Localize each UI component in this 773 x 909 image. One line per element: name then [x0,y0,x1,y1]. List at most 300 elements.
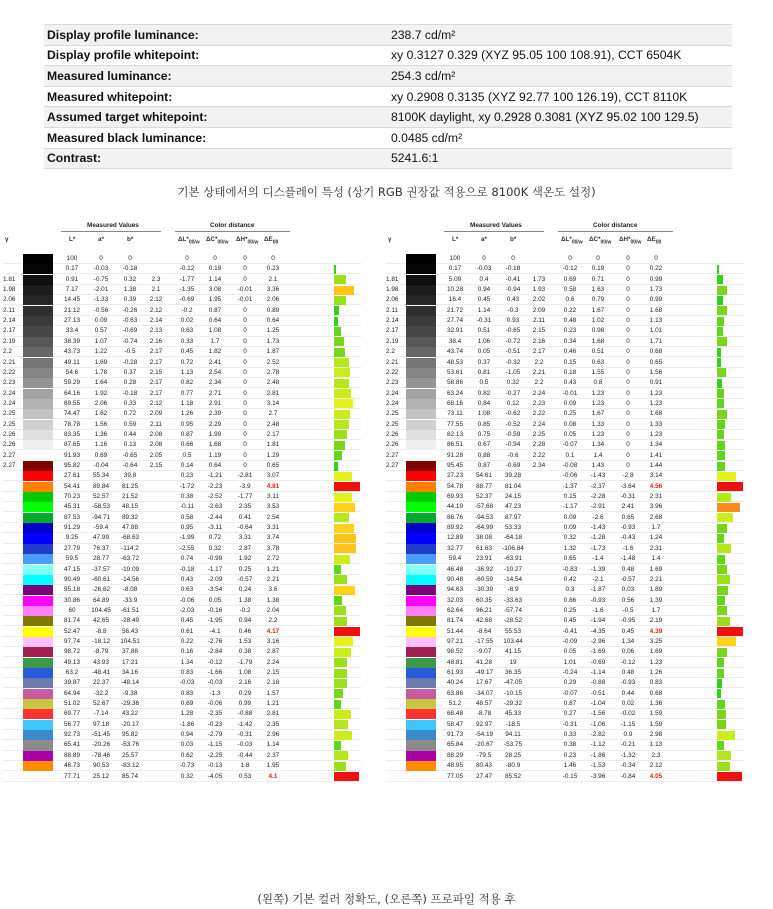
value-cell-dL: 0.23 [563,751,577,759]
value-cell-L: 56.77 [64,720,80,728]
value-cell-dH: 0 [626,275,630,283]
value-cell-L: 58.86 [447,379,463,387]
value-cell-a: -60.59 [474,575,494,583]
value-cell-L: 52.47 [64,627,80,635]
table-row [386,295,744,305]
col-header-sub: 00/w [247,239,259,246]
value-cell-a: 2.06 [94,399,108,407]
value-cell-dC: -2.23 [207,482,223,490]
value-cell-dH: 0.03 [621,586,635,594]
summary-value: 5241.6:1 [388,148,732,169]
value-cell-dH: 0 [626,348,630,356]
value-cell-L: 88.29 [447,751,463,759]
value-cell-b: 0.28 [123,379,137,387]
summary-row [44,148,732,169]
value-cell-b: -0.27 [505,389,521,397]
value-cell-g2: 2.12 [149,306,163,314]
delta-e-bar [334,534,356,543]
value-cell-g2: 2.17 [149,358,163,366]
color-swatch [23,492,53,502]
value-cell-dL: 0.43 [563,379,577,387]
col-header-dL [178,236,200,245]
value-cell-dH: -3.64 [620,482,636,490]
value-cell-dH: 0.25 [238,565,252,573]
value-cell-dL: 0.69 [180,700,194,708]
table-row [3,533,361,543]
delta-e-bar [334,741,341,750]
value-cell-dL: 0.27 [563,710,577,718]
color-swatch [23,596,53,606]
value-cell-a: 76.37 [93,544,109,552]
table-row [386,544,744,554]
value-cell-dL: -1.17 [562,503,578,511]
value-cell-dL: 0.32 [180,772,194,780]
value-cell-dE: 0 [271,255,275,262]
value-cell-dC: 1.67 [591,306,605,314]
table-row [3,295,361,305]
summary-label: Measured black luminance: [44,127,388,148]
color-swatch [23,513,53,523]
value-cell-dH: -0.93 [620,679,636,687]
color-swatch [406,699,436,709]
value-cell-dL: 0 [185,255,189,262]
value-cell-dL: -0.18 [179,565,195,573]
table-row [386,471,744,481]
value-cell-dE: 1.56 [649,368,663,376]
table-row [386,761,744,771]
value-cell-dH: -0.31 [620,493,636,501]
value-cell-dC: -2.35 [207,710,223,718]
gamma-cell: 2.06 [386,296,399,304]
value-cell-dC: -4.05 [207,772,223,780]
value-cell-a: -8.79 [93,648,109,656]
value-cell-L: 64.94 [64,689,80,697]
value-cell-dE: 0.64 [266,317,280,325]
color-swatch [406,358,436,368]
value-cell-g2: 2.23 [532,399,546,407]
value-cell-dC: -1.4 [592,555,604,563]
value-cell-dL: 0.09 [563,524,577,532]
delta-e-bar [717,482,743,491]
color-distance-title: Color distance [210,222,255,229]
table-row [386,637,744,647]
gamma-cell: 2.2 [3,348,12,356]
table-row [386,678,744,688]
color-swatch [23,533,53,543]
delta-e-bar [334,513,349,522]
value-cell-g2: 2.09 [532,306,546,314]
value-cell-dE: 1.26 [649,669,663,676]
value-cell-b: -106.84 [502,544,524,552]
value-cell-dH: -0.34 [620,762,636,770]
value-cell-a: -2.01 [93,286,109,294]
value-cell-L: 90.49 [64,575,80,583]
summary-value: 8100K daylight, xy 0.2928 0.3081 (XYZ 95.02 100 129.5) [388,107,732,128]
value-cell-dE: 2.24 [266,658,280,666]
table-row [3,699,361,709]
value-cell-dL: -0.41 [562,627,578,635]
value-cell-dL: -0.07 [562,441,578,449]
value-cell-a: -0.75 [93,275,109,283]
value-cell-dH: -1.32 [620,751,636,759]
value-cell-dC: -2.37 [590,482,606,490]
delta-e-bar [334,503,355,512]
delta-e-bar [717,627,743,636]
value-cell-dE: 1.68 [649,410,663,418]
value-cell-dC: 0.32 [208,544,222,552]
delta-e-bar [334,762,346,771]
value-cell-dC: 0.79 [591,296,605,304]
col-header-text: γ [388,236,392,243]
value-cell-b: -0.51 [505,348,521,356]
value-cell-b: 39.28 [505,472,521,480]
value-cell-a: 0.88 [477,451,491,459]
gamma-cell: 2.17 [386,327,399,335]
value-cell-L: 27.74 [447,317,463,325]
color-swatch [23,689,53,699]
value-cell-dE: 2.21 [266,575,280,583]
value-cell-dL: 0.08 [563,420,577,428]
value-cell-dC: 1.14 [208,275,222,283]
value-cell-a: 1.16 [94,441,108,449]
delta-e-bar [717,762,730,771]
value-cell-a: -60.61 [91,575,111,583]
col-header-dL [561,236,583,245]
color-swatch [23,678,53,688]
value-cell-b: -0.32 [505,358,521,366]
table-row [386,326,744,336]
value-cell-g2: 2.17 [149,379,163,387]
value-cell-dC: 1.19 [208,451,222,459]
color-swatch [23,751,53,761]
value-cell-dH: 0.45 [621,627,635,635]
value-cell-dE: 1.25 [266,327,280,335]
value-cell-L: 32.91 [447,327,463,335]
value-cell-b: 1.38 [123,286,137,294]
value-cell-dH: -0.5 [622,606,634,614]
value-cell-dH: 0 [626,430,630,438]
value-cell-dL: -1.86 [179,720,195,728]
table-row [3,502,361,512]
value-cell-a: 0.5 [479,379,489,387]
gamma-cell: 2.2 [386,348,395,356]
value-cell-b: -0.52 [505,420,521,428]
value-cell-L: 49.11 [64,358,80,366]
color-swatch [406,347,436,357]
value-cell-dE: 0.22 [649,265,663,273]
value-cell-dH: 1.34 [621,637,635,645]
value-cell-L: 54.41 [64,482,80,490]
value-cell-a: 1.56 [94,420,108,428]
value-cell-dC: 1.43 [591,462,605,469]
value-cell-dE: 2.72 [266,555,280,563]
color-swatch [406,751,436,761]
col-header-b [510,236,516,243]
value-cell-dC: -3.96 [590,772,606,780]
value-cell-dE: 2.7 [268,410,278,418]
gamma-cell: 2.26 [3,430,16,438]
value-cell-dH: -1.77 [237,493,253,501]
value-cell-a: 1.69 [94,358,108,366]
table-row [386,389,744,399]
value-cell-dH: 0 [626,441,630,449]
gamma-cell: 2.11 [386,306,398,314]
value-cell-dH: 2.87 [238,544,252,552]
gamma-cell: 2.25 [3,410,16,418]
value-cell-L: 48.95 [447,762,463,770]
value-cell-dE: 1.7 [651,524,661,532]
value-cell-g2: 2.22 [532,410,546,418]
value-cell-dC: 2.71 [208,389,222,397]
value-cell-dE: 2.68 [649,513,663,521]
table-row [3,378,361,388]
value-cell-dE: 1.23 [649,389,663,397]
color-swatch [23,399,53,409]
display-summary-table [44,24,732,169]
col-header-g [5,236,9,243]
value-cell-b: 37.88 [122,648,138,656]
value-cell-L: 69.55 [64,399,80,407]
delta-e-bar [334,575,347,584]
value-cell-a: 0.57 [94,327,108,335]
table-row [3,720,361,730]
gamma-cell: 1.81 [3,275,16,283]
value-cell-dE: 2.19 [649,617,663,625]
value-cell-a: 0.67 [477,441,491,449]
value-cell-a: 89.84 [93,482,109,490]
value-cell-dE: 2.54 [266,513,280,521]
value-cell-dH: 0 [243,348,247,356]
table-row [386,658,744,668]
value-cell-b: -8.08 [122,586,138,594]
value-cell-b: 47.88 [122,524,138,532]
value-cell-dH: -0.57 [237,575,253,583]
color-swatch [23,699,53,709]
value-cell-dE: 3.6 [268,586,278,594]
color-swatch [406,285,436,295]
value-cell-dC: -0.51 [590,689,606,697]
col-header-text: ΔE [647,236,656,243]
value-cell-g2: 2.3 [151,275,161,283]
summary-row [44,66,732,87]
value-cell-g2: 2.34 [532,462,546,469]
value-cell-dH: 0.29 [238,689,252,697]
header-line [175,231,290,232]
delta-e-bar [334,493,352,502]
value-cell-dL: -2.03 [179,606,195,614]
value-cell-dL: 0.46 [563,348,577,356]
value-cell-a: -9.07 [476,648,492,656]
delta-e-bar [334,617,347,626]
gamma-cell: 2.21 [3,358,16,366]
value-cell-dH: -1.6 [622,544,634,552]
value-cell-dE: 1.14 [266,741,280,749]
value-cell-dE: 3.96 [649,503,663,511]
value-cell-dE: 1.01 [649,327,663,335]
value-cell-dH: -0.57 [620,575,636,583]
value-cell-g2: 2.2 [534,358,544,366]
value-cell-a: -8.8 [95,627,107,635]
value-cell-dC: -4.35 [590,627,606,635]
gamma-cell: 1.98 [3,286,16,294]
table-row [3,306,361,316]
value-cell-dE: 3.74 [266,534,280,542]
value-cell-dL: 0.22 [563,306,577,314]
value-cell-L: 98.72 [64,648,80,656]
summary-label: Display profile luminance: [44,25,388,46]
value-cell-dE: 2.3 [651,751,661,759]
gamma-cell: 2.25 [386,410,399,418]
value-cell-dE: 3.31 [266,524,280,532]
color-swatch [406,471,436,481]
value-cell-dC: -2.52 [207,493,223,501]
value-cell-b: -0.5 [124,348,136,356]
value-cell-dC: -0.06 [207,700,223,708]
color-swatch [23,658,53,668]
delta-e-bar [334,637,353,646]
value-cell-a: 52.37 [476,493,492,501]
value-cell-dE: 0.83 [649,679,663,687]
value-cell-dL: 0.77 [180,389,194,397]
gamma-cell: 2.25 [386,420,399,428]
table-row [3,471,361,481]
value-cell-dH: 0 [243,368,247,376]
value-cell-L: 90.48 [447,575,463,583]
color-swatch [23,482,53,492]
table-row [386,709,744,719]
value-cell-dH: -0.44 [237,751,253,759]
value-cell-dC: -0.23 [207,720,223,728]
value-cell-a: -0.03 [93,265,109,273]
value-cell-L: 89.92 [447,524,463,532]
value-cell-b: 48.15 [122,503,138,511]
value-cell-a: 92.97 [476,720,492,728]
color-swatch [406,730,436,740]
table-row [3,689,361,699]
value-cell-b: -0.41 [505,275,521,283]
table-row [3,337,361,347]
header-line [444,231,544,232]
value-cell-b: -68.63 [120,534,140,542]
value-cell-g2: 2.08 [149,441,163,449]
value-cell-b: -10.27 [503,565,523,573]
value-cell-dL: 0.33 [563,731,577,739]
value-cell-L: 48.53 [447,358,463,366]
table-row [386,440,744,450]
gamma-cell: 2.25 [3,420,16,428]
color-swatch [406,326,436,336]
delta-e-bar [717,286,727,295]
value-cell-b: 53.33 [505,524,521,532]
value-cell-b: -0.69 [122,327,138,335]
value-cell-dH: 0.48 [621,565,635,573]
measured-values-title: Measured Values [87,222,139,229]
table-row [386,585,744,595]
value-cell-a: 52.57 [93,493,109,501]
value-cell-dE: 1.33 [649,420,663,428]
delta-e-bar [334,410,350,419]
value-cell-L: 97.74 [64,637,80,645]
value-cell-dC: -1.66 [207,669,223,676]
gamma-cell: 2.24 [386,389,399,397]
table-row [386,451,744,461]
value-cell-dL: -0.15 [562,772,578,780]
value-cell-dC: 1.99 [208,430,222,438]
color-swatch [406,389,436,399]
value-cell-dH: 0.9 [623,731,633,739]
value-cell-L: 49.13 [64,658,80,666]
value-cell-dC: -3.54 [207,586,223,594]
table-row [3,440,361,450]
value-cell-b: -63.72 [120,555,140,563]
delta-e-bar [717,472,736,481]
value-cell-dL: 0.38 [180,493,194,501]
table-row [386,554,744,564]
delta-e-bar [334,389,351,398]
table-row [386,482,744,492]
summary-label: Assumed target whitepoint: [44,107,388,128]
value-cell-dE: 3.11 [267,493,279,501]
value-cell-a: 97.18 [93,720,109,728]
summary-value: 238.7 cd/m² [388,25,732,46]
value-cell-dE: 1.24 [649,534,663,542]
delta-e-bar [334,751,348,760]
gamma-cell: 2.14 [386,317,399,325]
table-row [386,409,744,419]
value-cell-dL: -0.06 [562,472,578,480]
delta-e-bar [334,358,349,367]
color-swatch [406,451,436,461]
value-cell-b: 25.57 [122,751,138,759]
color-swatch [406,606,436,616]
value-cell-b: 0.13 [123,441,137,449]
value-cell-L: 38.4 [448,337,462,345]
value-cell-b: -28.52 [503,617,523,625]
value-cell-dH: 0.44 [621,689,635,697]
value-cell-dH: 0.56 [621,596,635,604]
color-swatch [406,254,436,264]
value-cell-dH: 0.53 [238,772,252,780]
color-swatch [23,326,53,336]
table-row [386,699,744,709]
value-cell-dH: -1.79 [237,658,253,666]
value-cell-b: 43.22 [122,710,138,718]
value-cell-dE: 1.73 [649,286,663,294]
value-cell-dL: 0 [568,255,572,262]
value-cell-b: -0.74 [122,337,138,345]
col-header-a [481,236,487,243]
value-cell-dL: 1.13 [180,368,194,376]
value-cell-dC: -3.11 [207,524,223,532]
value-cell-dL: 0.45 [180,617,194,625]
value-cell-dH: 0 [626,296,630,304]
delta-e-bar [717,586,728,595]
value-cell-L: 91.93 [64,451,80,459]
value-cell-dC: 0.63 [591,358,605,366]
value-cell-b: -0.65 [122,451,138,459]
value-cell-b: 0.33 [123,399,137,407]
gamma-cell: 2.27 [386,462,399,469]
delta-e-bar [717,772,742,781]
value-cell-dC: 0.72 [208,534,222,542]
value-cell-dL: 1.46 [563,762,577,770]
value-cell-b: 0.43 [506,296,520,304]
header-line [558,231,673,232]
gamma-cell: 2.27 [3,451,16,459]
value-cell-dL: -1.37 [562,482,578,490]
value-cell-dE: 0.99 [649,275,663,283]
value-cell-b: -29.36 [120,700,140,708]
